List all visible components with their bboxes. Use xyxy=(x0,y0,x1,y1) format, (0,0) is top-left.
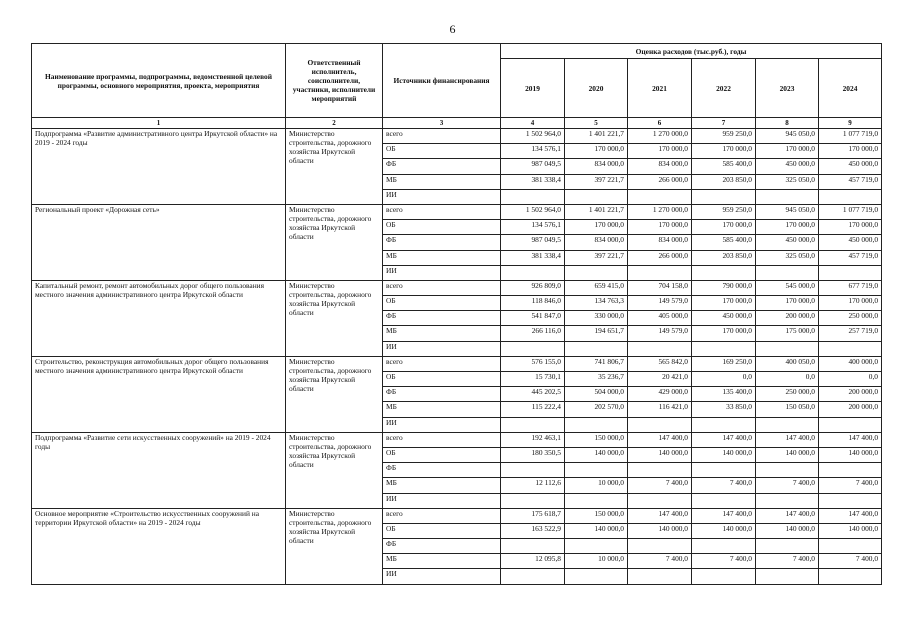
funding-source: ОБ xyxy=(383,372,501,387)
cost-value: 170 000,0 xyxy=(692,326,756,341)
cost-value xyxy=(628,569,692,584)
funding-source: МБ xyxy=(383,250,501,265)
funding-source: ФБ xyxy=(383,311,501,326)
cost-value: 149 579,0 xyxy=(628,326,692,341)
cost-value: 33 850,0 xyxy=(692,402,756,417)
cost-value: 266 116,0 xyxy=(501,326,565,341)
table-row xyxy=(32,204,882,219)
header-year: 2020 xyxy=(565,59,628,118)
header-cost: Оценка расходов (тыс.руб.), годы xyxy=(501,44,882,59)
cost-value: 1 401 221,7 xyxy=(565,129,628,144)
cost-value: 180 350,5 xyxy=(501,447,565,462)
cost-value: 140 000,0 xyxy=(628,447,692,462)
cost-value: 565 842,0 xyxy=(628,356,692,371)
header-year: 2024 xyxy=(819,59,882,118)
cost-value: 140 000,0 xyxy=(565,447,628,462)
cost-value xyxy=(565,341,628,356)
cost-value: 12 095,8 xyxy=(501,554,565,569)
cost-value: 7 400,0 xyxy=(756,554,819,569)
funding-source: всего xyxy=(383,204,501,219)
cost-value xyxy=(692,341,756,356)
cost-value: 118 846,0 xyxy=(501,296,565,311)
cost-value: 325 050,0 xyxy=(756,250,819,265)
cost-value xyxy=(692,189,756,204)
funding-source: МБ xyxy=(383,554,501,569)
cost-value: 169 250,0 xyxy=(692,356,756,371)
cost-value: 170 000,0 xyxy=(756,220,819,235)
cost-value: 192 463,1 xyxy=(501,432,565,447)
header-source: Источники финансирования xyxy=(383,44,501,118)
table-row xyxy=(32,432,882,447)
cost-value xyxy=(501,189,565,204)
cost-value: 450 000,0 xyxy=(756,159,819,174)
cost-value: 585 400,0 xyxy=(692,159,756,174)
cost-value: 170 000,0 xyxy=(628,220,692,235)
funding-source: ФБ xyxy=(383,235,501,250)
funding-source: ФБ xyxy=(383,159,501,174)
cost-value: 15 730,1 xyxy=(501,372,565,387)
cost-value: 170 000,0 xyxy=(565,220,628,235)
cost-value: 405 000,0 xyxy=(628,311,692,326)
funding-source: ОБ xyxy=(383,523,501,538)
funding-source: всего xyxy=(383,129,501,144)
funding-source: ФБ xyxy=(383,387,501,402)
cost-value xyxy=(819,539,882,554)
cost-value xyxy=(628,539,692,554)
cost-value: 147 400,0 xyxy=(692,508,756,523)
cost-value xyxy=(819,463,882,478)
cost-value: 429 000,0 xyxy=(628,387,692,402)
cost-value: 150 000,0 xyxy=(565,432,628,447)
cost-value: 266 000,0 xyxy=(628,250,692,265)
cost-value: 457 719,0 xyxy=(819,174,882,189)
cost-value: 12 112,6 xyxy=(501,478,565,493)
cost-value: 7 400,0 xyxy=(819,478,882,493)
header-year: 2021 xyxy=(628,59,692,118)
cost-value: 576 155,0 xyxy=(501,356,565,371)
cost-value: 175 618,7 xyxy=(501,508,565,523)
cost-value xyxy=(819,341,882,356)
program-name: Капитальный ремонт, ремонт автомобильных дорог общего пользования местного значения административного центра Иркутской области xyxy=(32,280,286,356)
cost-value xyxy=(756,417,819,432)
funding-source: ОБ xyxy=(383,447,501,462)
column-number: 7 xyxy=(692,118,756,129)
cost-value xyxy=(819,189,882,204)
responsible-executor: Министерство строительства, дорожного хозяйства Иркутской области xyxy=(286,508,383,584)
cost-value xyxy=(692,493,756,508)
table-row xyxy=(32,280,882,295)
cost-value: 987 049,5 xyxy=(501,235,565,250)
cost-value: 170 000,0 xyxy=(628,144,692,159)
cost-value xyxy=(501,417,565,432)
cost-value: 400 000,0 xyxy=(819,356,882,371)
cost-value: 1 502 964,0 xyxy=(501,204,565,219)
responsible-executor: Министерство строительства, дорожного хозяйства Иркутской области xyxy=(286,204,383,280)
cost-value: 450 000,0 xyxy=(819,159,882,174)
column-numbers-row xyxy=(32,118,882,129)
funding-source: ИИ xyxy=(383,341,501,356)
cost-value: 147 400,0 xyxy=(756,432,819,447)
cost-value: 834 000,0 xyxy=(565,235,628,250)
program-name: Основное мероприятие «Строительство искусственных сооружений на территории Иркутской области» на 2019 - 2024 годы xyxy=(32,508,286,584)
cost-value: 450 000,0 xyxy=(756,235,819,250)
cost-value: 659 415,0 xyxy=(565,280,628,295)
cost-value xyxy=(756,493,819,508)
cost-value: 987 049,5 xyxy=(501,159,565,174)
cost-value xyxy=(628,265,692,280)
cost-value: 834 000,0 xyxy=(628,159,692,174)
header-year: 2019 xyxy=(501,59,565,118)
cost-value xyxy=(501,493,565,508)
cost-value xyxy=(501,341,565,356)
cost-value xyxy=(565,569,628,584)
cost-value: 834 000,0 xyxy=(565,159,628,174)
cost-value xyxy=(819,417,882,432)
cost-value: 134 576,1 xyxy=(501,220,565,235)
cost-value: 194 651,7 xyxy=(565,326,628,341)
cost-value xyxy=(628,417,692,432)
cost-value xyxy=(756,463,819,478)
cost-value xyxy=(501,265,565,280)
cost-value: 0,0 xyxy=(819,372,882,387)
cost-value: 149 579,0 xyxy=(628,296,692,311)
cost-value: 677 719,0 xyxy=(819,280,882,295)
cost-value xyxy=(565,539,628,554)
funding-source: ФБ xyxy=(383,463,501,478)
funding-source: МБ xyxy=(383,326,501,341)
cost-value: 140 000,0 xyxy=(756,523,819,538)
cost-value: 7 400,0 xyxy=(756,478,819,493)
column-number: 5 xyxy=(565,118,628,129)
cost-value: 504 000,0 xyxy=(565,387,628,402)
cost-value xyxy=(565,493,628,508)
funding-source: МБ xyxy=(383,402,501,417)
cost-value xyxy=(756,265,819,280)
responsible-executor: Министерство строительства, дорожного хозяйства Иркутской области xyxy=(286,356,383,432)
funding-source: ИИ xyxy=(383,265,501,280)
cost-value xyxy=(565,463,628,478)
cost-value: 7 400,0 xyxy=(628,478,692,493)
cost-value: 445 202,5 xyxy=(501,387,565,402)
cost-value: 457 719,0 xyxy=(819,250,882,265)
cost-value: 140 000,0 xyxy=(756,447,819,462)
cost-value: 330 000,0 xyxy=(565,311,628,326)
column-number: 8 xyxy=(756,118,819,129)
cost-value xyxy=(565,189,628,204)
table-body xyxy=(32,129,882,585)
program-name: Региональный проект «Дорожная сеть» xyxy=(32,204,286,280)
column-number: 1 xyxy=(32,118,286,129)
cost-value: 170 000,0 xyxy=(756,296,819,311)
cost-value xyxy=(819,493,882,508)
cost-value xyxy=(501,463,565,478)
cost-value: 115 222,4 xyxy=(501,402,565,417)
cost-value: 147 400,0 xyxy=(819,432,882,447)
cost-value: 140 000,0 xyxy=(692,447,756,462)
cost-value: 170 000,0 xyxy=(819,144,882,159)
cost-value: 150 000,0 xyxy=(565,508,628,523)
cost-value: 10 000,0 xyxy=(565,554,628,569)
cost-value xyxy=(628,189,692,204)
cost-value xyxy=(628,463,692,478)
cost-value: 116 421,0 xyxy=(628,402,692,417)
cost-value: 1 077 719,0 xyxy=(819,204,882,219)
cost-value: 7 400,0 xyxy=(692,478,756,493)
cost-value: 170 000,0 xyxy=(692,220,756,235)
cost-value: 450 000,0 xyxy=(692,311,756,326)
funding-source: ИИ xyxy=(383,189,501,204)
cost-value xyxy=(565,417,628,432)
cost-value: 140 000,0 xyxy=(819,523,882,538)
column-number: 3 xyxy=(383,118,501,129)
cost-value: 147 400,0 xyxy=(756,508,819,523)
cost-value xyxy=(692,265,756,280)
cost-value: 35 236,7 xyxy=(565,372,628,387)
cost-value: 7 400,0 xyxy=(819,554,882,569)
cost-value: 381 338,4 xyxy=(501,250,565,265)
cost-value: 250 000,0 xyxy=(756,387,819,402)
header-year: 2023 xyxy=(756,59,819,118)
cost-value: 7 400,0 xyxy=(692,554,756,569)
cost-value xyxy=(501,569,565,584)
cost-value xyxy=(565,265,628,280)
cost-value: 150 050,0 xyxy=(756,402,819,417)
cost-value: 170 000,0 xyxy=(692,296,756,311)
cost-value: 325 050,0 xyxy=(756,174,819,189)
column-number: 6 xyxy=(628,118,692,129)
cost-value: 397 221,7 xyxy=(565,250,628,265)
cost-value: 203 850,0 xyxy=(692,174,756,189)
cost-value: 134 763,3 xyxy=(565,296,628,311)
responsible-executor: Министерство строительства, дорожного хозяйства Иркутской области xyxy=(286,280,383,356)
funding-source: ИИ xyxy=(383,569,501,584)
cost-value: 170 000,0 xyxy=(819,296,882,311)
cost-value: 585 400,0 xyxy=(692,235,756,250)
cost-value: 926 809,0 xyxy=(501,280,565,295)
cost-value: 202 570,0 xyxy=(565,402,628,417)
program-name: Подпрограмма «Развитие административного центра Иркутской области» на 2019 - 2024 годы xyxy=(32,129,286,205)
program-name: Строительство, реконструкция автомобильных дорог общего пользования местного значения административного центра Иркутской области xyxy=(32,356,286,432)
cost-value: 140 000,0 xyxy=(565,523,628,538)
cost-value: 0,0 xyxy=(692,372,756,387)
cost-value: 790 000,0 xyxy=(692,280,756,295)
cost-value: 147 400,0 xyxy=(692,432,756,447)
cost-value: 1 502 964,0 xyxy=(501,129,565,144)
cost-value xyxy=(819,569,882,584)
cost-value: 135 400,0 xyxy=(692,387,756,402)
table-row xyxy=(32,356,882,371)
cost-value: 163 522,9 xyxy=(501,523,565,538)
cost-value: 945 050,0 xyxy=(756,129,819,144)
table-row xyxy=(32,129,882,144)
funding-source: ОБ xyxy=(383,144,501,159)
cost-value: 250 000,0 xyxy=(819,311,882,326)
cost-value: 834 000,0 xyxy=(628,235,692,250)
funding-source: МБ xyxy=(383,174,501,189)
cost-value: 170 000,0 xyxy=(692,144,756,159)
cost-value: 400 050,0 xyxy=(756,356,819,371)
funding-source: всего xyxy=(383,280,501,295)
cost-value xyxy=(628,341,692,356)
funding-source: ИИ xyxy=(383,417,501,432)
cost-value: 7 400,0 xyxy=(628,554,692,569)
cost-value: 20 421,0 xyxy=(628,372,692,387)
funding-source: всего xyxy=(383,356,501,371)
responsible-executor: Министерство строительства, дорожного хозяйства Иркутской области xyxy=(286,129,383,205)
cost-value: 450 000,0 xyxy=(819,235,882,250)
cost-value: 140 000,0 xyxy=(819,447,882,462)
cost-value xyxy=(756,189,819,204)
funding-source: ОБ xyxy=(383,220,501,235)
header-year: 2022 xyxy=(692,59,756,118)
cost-value: 397 221,7 xyxy=(565,174,628,189)
cost-value: 541 847,0 xyxy=(501,311,565,326)
cost-value: 200 000,0 xyxy=(819,402,882,417)
funding-source: всего xyxy=(383,508,501,523)
cost-value: 203 850,0 xyxy=(692,250,756,265)
cost-value: 381 338,4 xyxy=(501,174,565,189)
cost-value xyxy=(501,539,565,554)
header-name: Наименование программы, подпрограммы, ведомственной целевой программы, основного мероприятия, проекта, мероприятия xyxy=(32,44,286,118)
cost-value xyxy=(819,265,882,280)
cost-value: 170 000,0 xyxy=(819,220,882,235)
cost-value: 170 000,0 xyxy=(565,144,628,159)
cost-value xyxy=(756,539,819,554)
cost-value xyxy=(628,493,692,508)
cost-value xyxy=(692,539,756,554)
cost-value: 545 000,0 xyxy=(756,280,819,295)
budget-table xyxy=(31,43,882,585)
funding-source: ФБ xyxy=(383,539,501,554)
column-number: 9 xyxy=(819,118,882,129)
cost-value: 266 000,0 xyxy=(628,174,692,189)
cost-value xyxy=(692,463,756,478)
cost-value xyxy=(692,569,756,584)
cost-value: 140 000,0 xyxy=(628,523,692,538)
responsible-executor: Министерство строительства, дорожного хозяйства Иркутской области xyxy=(286,432,383,508)
cost-value: 1 270 000,0 xyxy=(628,129,692,144)
cost-value: 959 250,0 xyxy=(692,204,756,219)
cost-value: 945 050,0 xyxy=(756,204,819,219)
cost-value: 10 000,0 xyxy=(565,478,628,493)
cost-value xyxy=(692,417,756,432)
cost-value xyxy=(756,341,819,356)
table-row xyxy=(32,508,882,523)
cost-value: 1 077 719,0 xyxy=(819,129,882,144)
column-number: 4 xyxy=(501,118,565,129)
cost-value: 140 000,0 xyxy=(692,523,756,538)
funding-source: ИИ xyxy=(383,493,501,508)
cost-value: 741 806,7 xyxy=(565,356,628,371)
page-number: 6 xyxy=(449,22,456,36)
cost-value: 147 400,0 xyxy=(819,508,882,523)
funding-source: МБ xyxy=(383,478,501,493)
cost-value: 170 000,0 xyxy=(756,144,819,159)
cost-value: 704 158,0 xyxy=(628,280,692,295)
cost-value: 0,0 xyxy=(756,372,819,387)
funding-source: ОБ xyxy=(383,296,501,311)
cost-value: 147 400,0 xyxy=(628,432,692,447)
cost-value xyxy=(756,569,819,584)
cost-value: 959 250,0 xyxy=(692,129,756,144)
cost-value: 1 401 221,7 xyxy=(565,204,628,219)
cost-value: 257 719,0 xyxy=(819,326,882,341)
header-responsible: Ответственный исполнитель, соисполнители, участники, исполнители мероприятий xyxy=(286,44,383,118)
program-name: Подпрограмма «Развитие сети искусственных сооружений» на 2019 - 2024 годы xyxy=(32,432,286,508)
cost-value: 1 270 000,0 xyxy=(628,204,692,219)
cost-value: 200 000,0 xyxy=(819,387,882,402)
cost-value: 147 400,0 xyxy=(628,508,692,523)
cost-value: 200 000,0 xyxy=(756,311,819,326)
funding-source: всего xyxy=(383,432,501,447)
column-number: 2 xyxy=(286,118,383,129)
cost-value: 134 576,1 xyxy=(501,144,565,159)
cost-value: 175 000,0 xyxy=(756,326,819,341)
